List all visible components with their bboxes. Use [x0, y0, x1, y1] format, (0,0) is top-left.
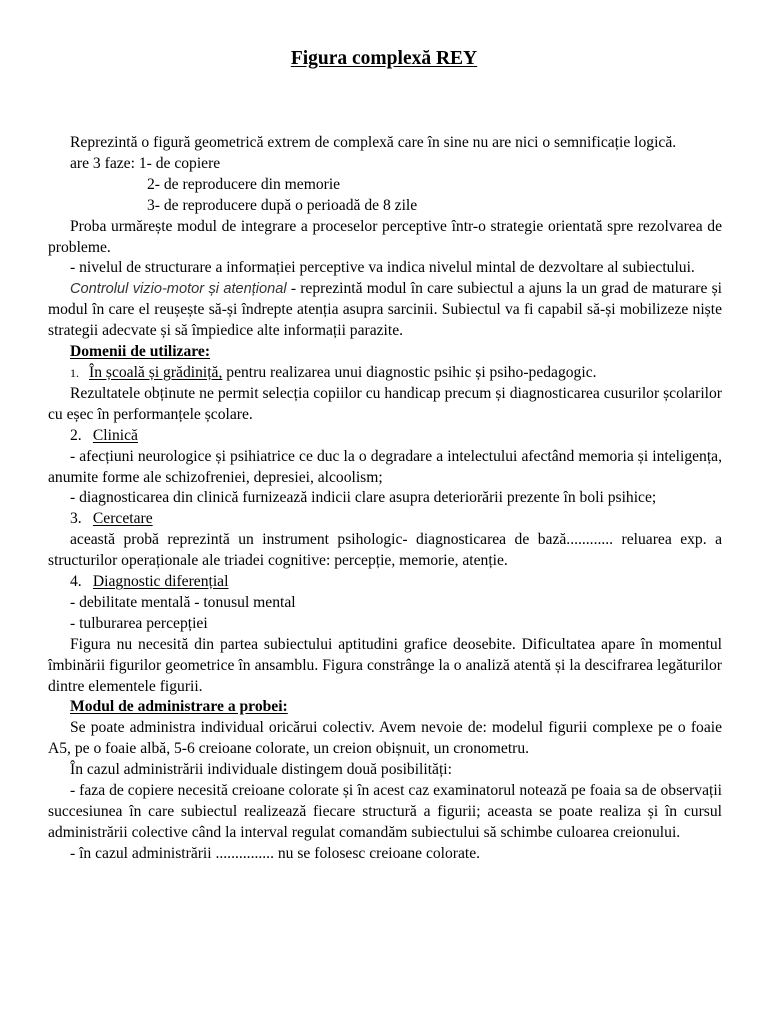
domain-4-label: Diagnostic diferențial — [92, 573, 229, 591]
purpose-paragraph: Proba urmărește modul de integrare a proceselor perceptive într-o strategie orientată spre rezolvarea de probleme. — [48, 217, 722, 256]
copy-phase-paragraph: - faza de copiere necesită creioane colorate și în acest caz examinatorul notează pe foaia sa de observații succesiunea în care subiectul realizează fiecare structură a figurii; aceasta se poate realiza și în cursul administrării colective când la interval regulat comandăm subiectului să schimbe culoarea creionului. — [48, 782, 722, 841]
phase-line-3: 3- de reproducere după o perioadă de 8 zile — [147, 196, 418, 214]
domain-4 — [48, 572, 722, 593]
phase-line-1: are 3 faze: 1- de copiere — [70, 154, 221, 172]
domain-2-number: 2. — [70, 426, 82, 444]
administration-paragraph: Se poate administra individual oricărui colectiv. Avem nevoie de: modelul figurii complexe pe o foaie A5, pe o foaie albă, 5-6 creioane colorate, un creion obișnuit, un cronometru. — [48, 719, 722, 758]
domain-1-rest: pentru realizarea unui diagnostic psihic și psiho-pedagogic. — [222, 363, 597, 381]
final-paragraph: - în cazul administrării ............... nu se folosesc creioane colorate. — [70, 844, 481, 862]
domains-heading — [48, 342, 722, 363]
domain-3-label: Cercetare — [92, 510, 153, 528]
domain-4-number: 4. — [70, 573, 82, 591]
domain-1-label: În școală și grădiniță, — [89, 363, 223, 381]
domain-2 — [48, 426, 722, 447]
figure-paragraph: Figura nu necesită din partea subiectului aptitudini grafice deosebite. Dificultatea apare în momentul îmbinării figurilor geometrice în ansamblu. Figura constrânge la o analiză atentă și la descifrarea legăturilor dintre elementele figurii. — [48, 635, 722, 695]
domain-3 — [48, 509, 722, 530]
administration-heading — [48, 697, 722, 718]
domains-heading-text: Domenii de utilizare: — [70, 343, 211, 361]
structuring-paragraph: - nivelul de structurare a informației perceptive va indica nivelul mintal de dezvoltare al subiectului. — [70, 259, 695, 277]
intro-paragraph: Reprezintă o figură geometrică extrem de complexă care în sine nu are nici o semnificație logică. — [70, 134, 677, 151]
domain-3-number: 3. — [70, 510, 82, 528]
domain-1 — [48, 363, 722, 384]
individual-paragraph: În cazul administrării individuale distingem două posibilități: — [70, 761, 452, 779]
domain-1-number: 1. — [70, 365, 79, 380]
administration-heading-text: Modul de administrare a probei: — [70, 698, 288, 716]
control-description: - reprezintă modul în care subiectul a ajuns la un grad de maturare și modul în care el reușește să-și îndrepte atenția asupra sarcinii. Subiectul va fi capabil să-și mobilizeze niște strategii adecvate și să împiedice alte informații parazite. — [48, 280, 722, 340]
domain-4-text-b: - tulburarea percepției — [70, 614, 208, 632]
domain-4-text-a: - debilitate mentală - tonusul mental — [70, 593, 296, 611]
control-paragraph — [48, 279, 722, 342]
control-term: Controlul vizio-motor și atențional — [70, 281, 287, 298]
domain-2-label: Clinică — [92, 426, 138, 444]
page-title: Figura complexă REY — [290, 48, 478, 69]
domain-2-text-a: - afecțiuni neurologice și psihiatrice ce duc la o degradare a intelectului afectând memoria și inteligența, anumite forme ale schizofreniei, depresiei, alcoolism; — [48, 447, 722, 486]
document-body — [48, 133, 722, 865]
phase-line-2: 2- de reproducere din memorie — [147, 175, 341, 193]
domain-3-text: această probă reprezintă un instrument psihologic- diagnosticarea de bază............ reluarea exp. a structurilor operaționale ale triadei cognitive: percepție, memorie, atenție. — [48, 531, 722, 570]
domain-2-text-b: - diagnosticarea din clinică furnizează indicii clare asupra deteriorării prezente în boli psihice; — [70, 489, 657, 507]
domain-1-text: Rezultatele obținute ne permit selecția copiilor cu handicap precum și diagnosticarea cusurilor școlarilor cu eșec în performanțele școlare. — [48, 384, 722, 423]
